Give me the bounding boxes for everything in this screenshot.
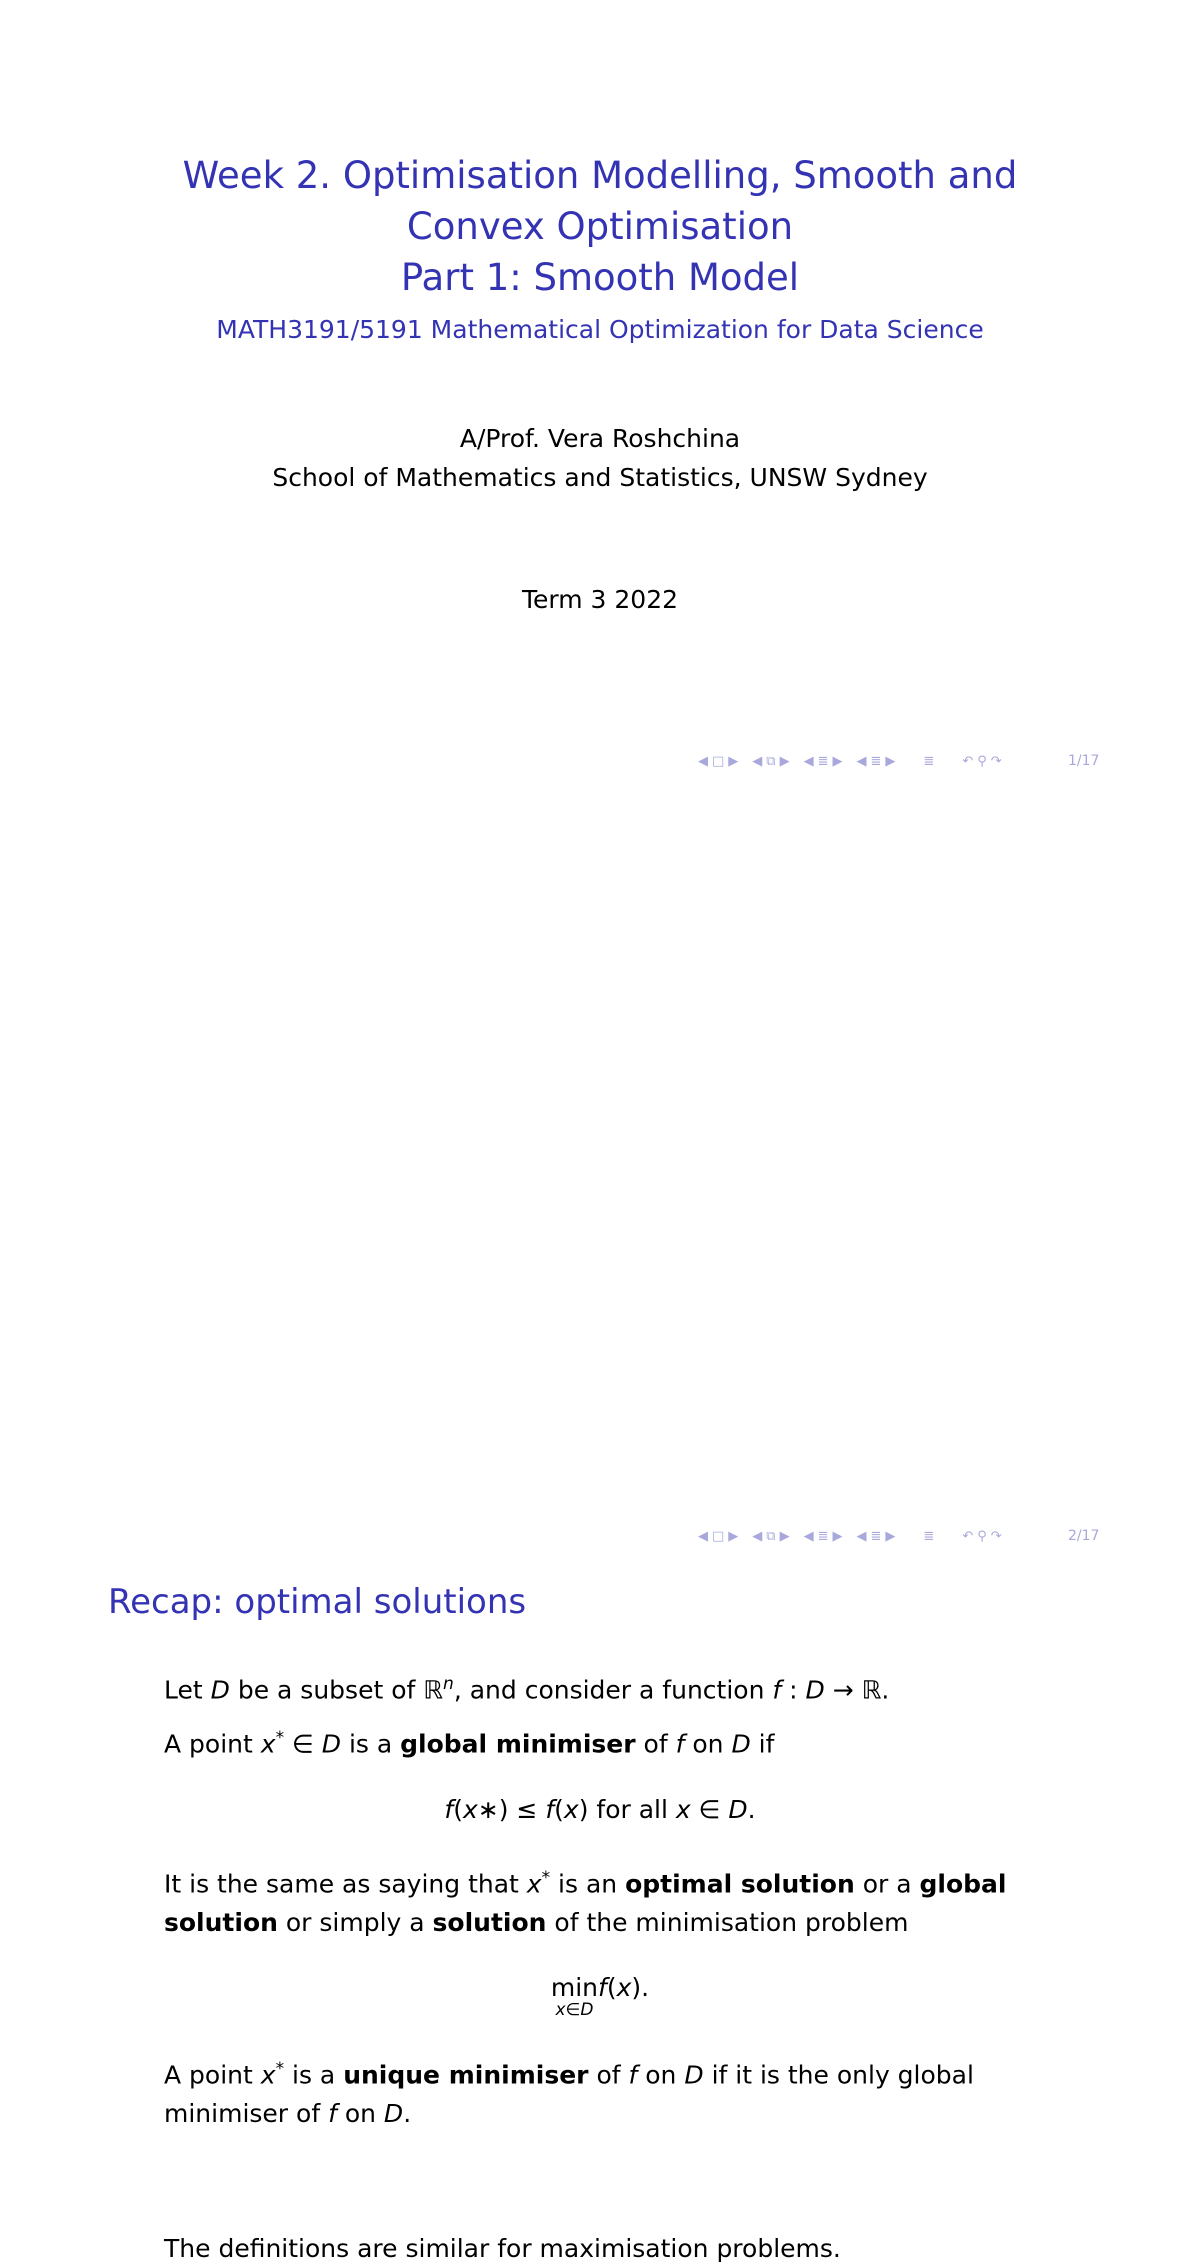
text: if it is the only global bbox=[703, 2060, 974, 2090]
nav-prev-subsection-icon[interactable]: ◀ bbox=[803, 753, 814, 769]
page-number: 2/17 bbox=[1068, 1528, 1100, 1544]
text: A point bbox=[164, 1729, 261, 1759]
math-var: x bbox=[260, 2060, 276, 2090]
min-text: min bbox=[550, 1973, 599, 2002]
text: is a bbox=[284, 2060, 344, 2090]
nav-next-frame-icon[interactable]: ▶ bbox=[779, 1528, 790, 1544]
term-global-solution-cont: solution bbox=[164, 1908, 278, 1938]
nav-next-subsection-icon[interactable]: ▶ bbox=[832, 1528, 843, 1544]
slide-title-line-2: Convex Optimisation bbox=[406, 205, 794, 248]
equation-minimiser-condition bbox=[100, 1790, 1100, 1829]
math-var: f bbox=[545, 1795, 555, 1824]
term-optimal-solution: optimal solution bbox=[625, 1869, 855, 1899]
nav-slide-box-icon[interactable]: □ bbox=[712, 753, 725, 769]
text: ). bbox=[631, 1973, 650, 2002]
text: ) for all bbox=[578, 1795, 676, 1824]
text: ( bbox=[453, 1795, 463, 1824]
math-var: x bbox=[616, 1973, 632, 2002]
nav-next-frame-icon[interactable]: ▶ bbox=[779, 753, 790, 769]
nav-prev-section-icon[interactable]: ◀ bbox=[856, 753, 867, 769]
math-var: x bbox=[563, 1795, 579, 1824]
term-unique-minimiser: unique minimiser bbox=[343, 2060, 589, 2090]
text: ∗) ≤ bbox=[477, 1795, 546, 1824]
text: of bbox=[635, 1729, 676, 1759]
nav-prev-frame-icon[interactable]: ◀ bbox=[752, 1528, 763, 1544]
min-operator bbox=[551, 1974, 598, 2018]
math-var: D bbox=[321, 1729, 341, 1759]
nav-document-icon[interactable]: ≣ bbox=[923, 1528, 935, 1544]
text: is an bbox=[550, 1869, 626, 1899]
text: or simply a bbox=[277, 1908, 433, 1938]
text: ∈ bbox=[284, 1729, 322, 1759]
title-slide bbox=[0, 0, 1200, 776]
nav-slide-box-icon[interactable]: □ bbox=[712, 1528, 725, 1544]
nav-prev-slide-icon[interactable]: ◀ bbox=[698, 753, 708, 769]
maximisation-note-text: The definitions are similar for maximisation problems. bbox=[164, 2234, 841, 2263]
paragraph-optimal-solution bbox=[164, 1859, 1064, 1942]
math-var: f bbox=[598, 1973, 607, 2002]
nav-subsection-icon[interactable]: ≣ bbox=[817, 753, 829, 769]
presentation-date: Term 3 2022 bbox=[521, 585, 679, 614]
nav-next-section-icon[interactable]: ▶ bbox=[885, 753, 896, 769]
math-var: f bbox=[772, 1675, 782, 1705]
nav-prev-subsection-icon[interactable]: ◀ bbox=[803, 1528, 814, 1544]
math-var: D bbox=[684, 2060, 704, 2090]
text: if bbox=[750, 1729, 775, 1759]
nav-section-icon[interactable]: ≣ bbox=[870, 753, 882, 769]
paragraph-definition-domain bbox=[164, 1665, 1064, 1709]
text: : bbox=[781, 1675, 806, 1705]
text: ( bbox=[554, 1795, 564, 1824]
text: on bbox=[637, 2060, 685, 2090]
nav-document-icon[interactable]: ≣ bbox=[923, 753, 935, 769]
math-var: D bbox=[210, 1675, 230, 1705]
nav-subsection-icon[interactable]: ≣ bbox=[817, 1528, 829, 1544]
text: on bbox=[336, 2099, 384, 2129]
nav-prev-frame-icon[interactable]: ◀ bbox=[752, 753, 763, 769]
paragraph-global-minimiser bbox=[164, 1719, 1064, 1763]
text: is a bbox=[341, 1729, 401, 1759]
author-block bbox=[100, 419, 1100, 497]
nav-back-icon[interactable]: ↶ bbox=[962, 1528, 974, 1544]
nav-forward-icon[interactable]: ↷ bbox=[990, 753, 1002, 769]
math-var: x bbox=[260, 1729, 276, 1759]
text: of bbox=[588, 2060, 629, 2090]
math-var: D bbox=[805, 1675, 825, 1705]
term-global-solution: global bbox=[919, 1869, 1007, 1899]
course-subtitle: MATH3191/5191 Mathematical Optimization for Data Science bbox=[216, 315, 984, 344]
author-name: A/Prof. Vera Roshchina bbox=[459, 424, 741, 453]
nav-next-subsection-icon[interactable]: ▶ bbox=[832, 753, 843, 769]
paragraph-maximisation-note bbox=[164, 2229, 1064, 2268]
recap-slide bbox=[0, 777, 1200, 2263]
nav-next-slide-icon[interactable]: ▶ bbox=[728, 1528, 739, 1544]
math-sup: * bbox=[541, 1868, 551, 1888]
text: A point bbox=[164, 2060, 261, 2090]
nav-frame-icon[interactable]: ⧉ bbox=[766, 753, 776, 769]
slide-title-line-3: Part 1: Smooth Model bbox=[400, 256, 800, 299]
nav-back-icon[interactable]: ↶ bbox=[962, 753, 974, 769]
text: on bbox=[684, 1729, 732, 1759]
text: . bbox=[747, 1795, 756, 1824]
math-sup: * bbox=[275, 2059, 285, 2079]
text: → ℝ. bbox=[824, 1675, 890, 1705]
text: or a bbox=[854, 1869, 920, 1899]
math-var: D bbox=[383, 2099, 404, 2129]
min-subscript: x∈D bbox=[555, 2000, 594, 2020]
math-var: f bbox=[444, 1795, 454, 1824]
nav-next-slide-icon[interactable]: ▶ bbox=[728, 753, 739, 769]
nav-search-icon[interactable]: ⚲ bbox=[977, 753, 987, 769]
nav-search-icon[interactable]: ⚲ bbox=[977, 1528, 987, 1544]
text: of the minimisation problem bbox=[546, 1908, 909, 1938]
text: . bbox=[403, 2099, 412, 2129]
nav-next-section-icon[interactable]: ▶ bbox=[885, 1528, 896, 1544]
math-sup: n bbox=[443, 1674, 454, 1694]
math-var: f bbox=[675, 1729, 685, 1759]
math-var: f bbox=[328, 2099, 337, 2129]
math-var: D bbox=[728, 1795, 748, 1824]
math-var: x bbox=[675, 1795, 691, 1824]
nav-prev-section-icon[interactable]: ◀ bbox=[856, 1528, 867, 1544]
text: , and consider a function bbox=[453, 1675, 773, 1705]
title-block bbox=[100, 150, 1100, 347]
paragraph-unique-minimiser bbox=[164, 2050, 1064, 2133]
slide-title-line-1: Week 2. Optimisation Modelling, Smooth and bbox=[182, 154, 1018, 197]
equation-min-problem bbox=[100, 1974, 1100, 2018]
author-institution: School of Mathematics and Statistics, UNSW Sydney bbox=[272, 463, 928, 492]
text: be a subset of ℝ bbox=[229, 1675, 444, 1705]
math-sup: * bbox=[275, 1728, 285, 1748]
math-var: D bbox=[731, 1729, 751, 1759]
nav-forward-icon[interactable]: ↷ bbox=[990, 1528, 1002, 1544]
text: ∈ bbox=[690, 1795, 729, 1824]
beamer-navigation-bar bbox=[696, 750, 1014, 772]
text: minimiser of bbox=[164, 2099, 329, 2129]
text: Let bbox=[164, 1675, 211, 1705]
math-var: x bbox=[462, 1795, 478, 1824]
beamer-navigation-bar bbox=[696, 1525, 1014, 1547]
nav-prev-slide-icon[interactable]: ◀ bbox=[698, 1528, 708, 1544]
term-global-minimiser: global minimiser bbox=[400, 1729, 636, 1759]
math-var: x bbox=[526, 1869, 542, 1899]
term-solution: solution bbox=[432, 1908, 547, 1938]
page-number: 1/17 bbox=[1068, 753, 1100, 769]
frame-title: Recap: optimal solutions bbox=[108, 1582, 527, 1622]
text: ( bbox=[606, 1973, 617, 2002]
math-var: f bbox=[628, 2060, 638, 2090]
nav-frame-icon[interactable]: ⧉ bbox=[766, 1528, 776, 1544]
nav-section-icon[interactable]: ≣ bbox=[870, 1528, 882, 1544]
text: It is the same as saying that bbox=[164, 1869, 527, 1899]
